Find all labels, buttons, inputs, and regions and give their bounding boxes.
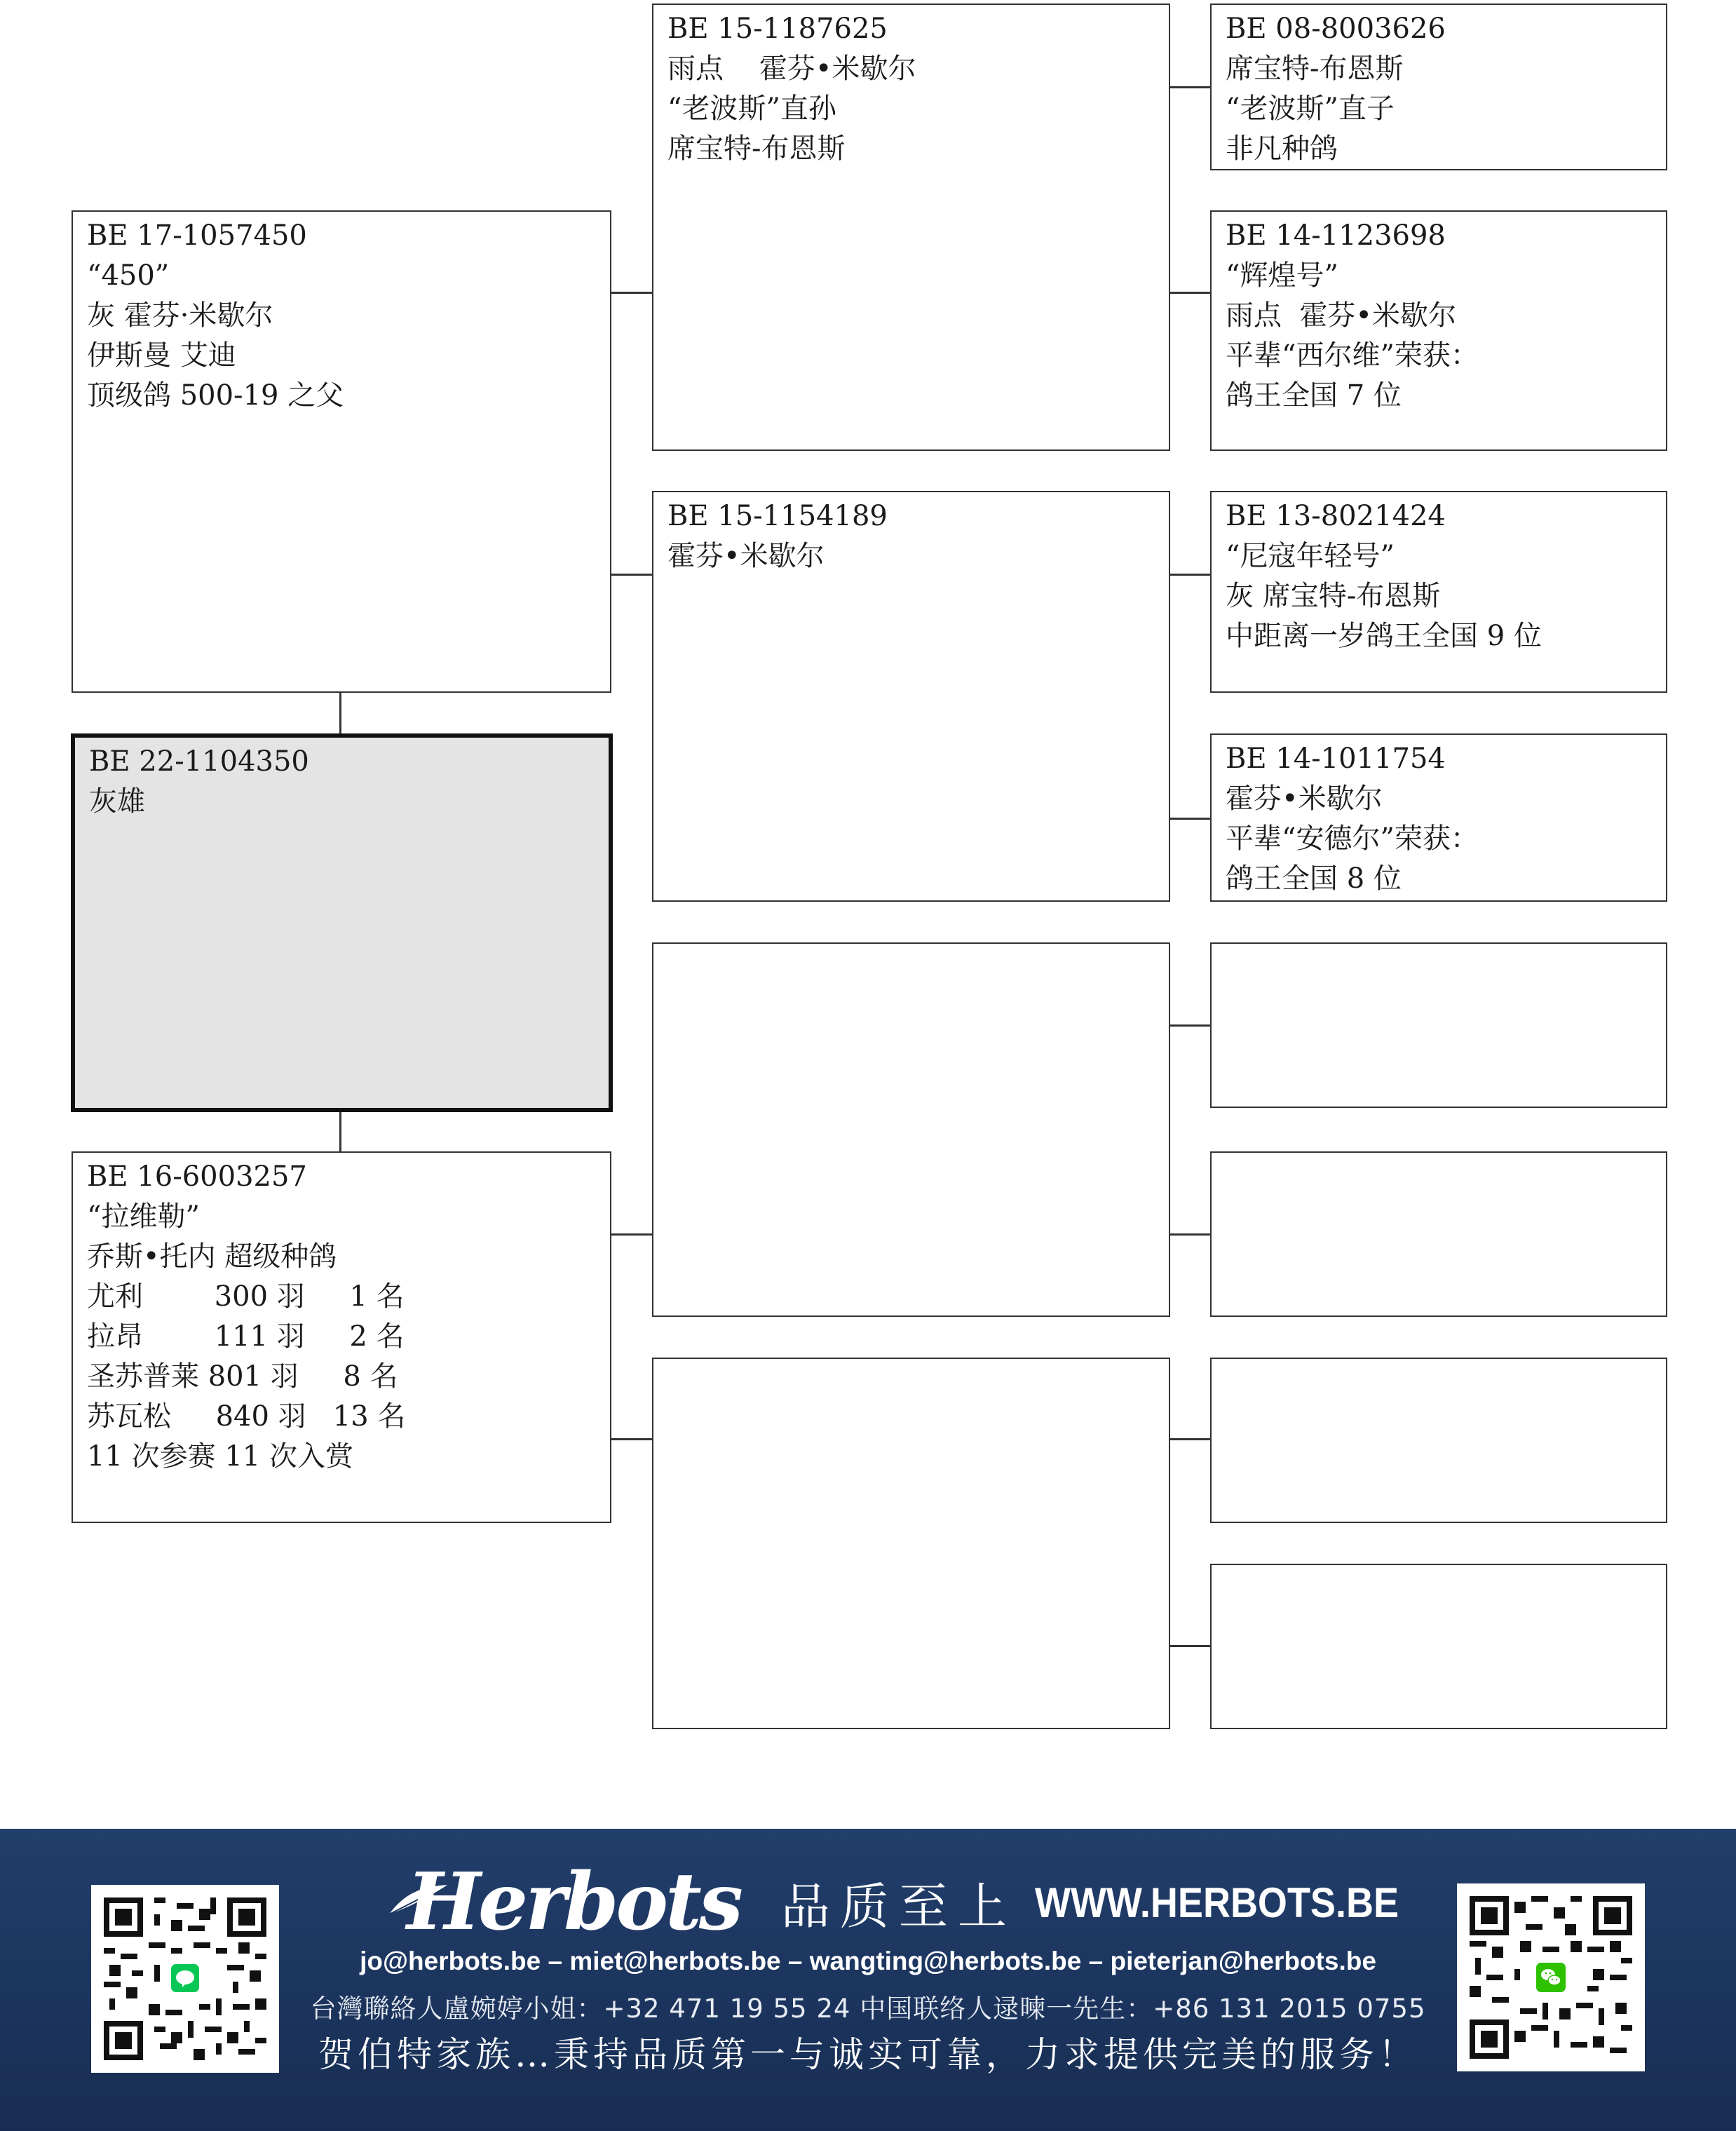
pigeon-info: 非凡种鸽 — [1226, 133, 1338, 165]
pigeon-info: 雨点 霍芬•米歇尔 — [667, 53, 916, 85]
pigeon-info: 席宝特-布恩斯 — [1226, 53, 1404, 85]
pedigree-dd-dam — [1210, 1564, 1667, 1729]
race-result: 拉昂 111 羽 2 名 — [87, 1320, 405, 1353]
slogan: 品质至上 — [780, 1877, 1017, 1935]
ring-number: BE 22-1104350 — [89, 745, 309, 778]
logo-text: Herbots — [407, 1856, 740, 1948]
ring-number: BE 14-1011754 — [1226, 743, 1446, 775]
connector-line — [1169, 86, 1212, 88]
pedigree-dam-sire — [652, 942, 1170, 1317]
wechat-icon — [1534, 1961, 1568, 1994]
ring-number: BE 13-8021424 — [1226, 500, 1446, 532]
connector-line — [1169, 1438, 1212, 1440]
connector-line — [1169, 292, 1212, 294]
connector-line — [339, 693, 341, 735]
race-result: 圣苏普莱 801 羽 8 名 — [87, 1360, 398, 1393]
ring-number: BE 14-1123698 — [1226, 219, 1446, 252]
connector-line — [1169, 1024, 1212, 1027]
pigeon-info: 席宝特-布恩斯 — [667, 133, 846, 165]
pigeon-info: 霍芬•米歇尔 — [1226, 783, 1383, 815]
connector-line — [610, 1438, 653, 1440]
connector-line — [610, 292, 653, 294]
ring-number: BE 16-6003257 — [87, 1161, 307, 1193]
pigeon-info: 灰 席宝特-布恩斯 — [1226, 580, 1441, 612]
company-motto: 贺伯特家族…秉持品质第一与诚实可靠，力求提供完美的服务！ — [318, 2034, 1418, 2075]
connector-line — [1169, 1233, 1212, 1236]
pigeon-info: 11 次参赛 11 次入赏 — [87, 1440, 353, 1473]
pedigree-ss-sire — [1210, 4, 1667, 170]
pedigree-dam-dam — [652, 1358, 1170, 1729]
ring-number: BE 08-8003626 — [1226, 13, 1446, 45]
race-result: 苏瓦松 840 羽 13 名 — [87, 1400, 406, 1433]
connector-line — [1169, 574, 1212, 576]
pigeon-name: “450” — [87, 259, 170, 292]
connector-line — [1169, 1645, 1212, 1647]
pedigree-ss-dam — [1210, 210, 1667, 451]
pigeon-info: 乔斯•托内 超级种鸽 — [87, 1240, 337, 1273]
connector-line — [339, 1111, 341, 1153]
pigeon-info: “老波斯”直孙 — [667, 93, 836, 125]
pigeon-info: 鸽王全国 8 位 — [1226, 862, 1402, 895]
connector-line — [610, 574, 653, 576]
pigeon-info: 雨点 霍芬•米歇尔 — [1226, 299, 1457, 332]
pedigree-ds-dam — [1210, 1151, 1667, 1317]
pedigree-ds-sire — [1210, 942, 1667, 1108]
email-addresses[interactable]: jo@herbots.be – miet@herbots.be – wangting@herbots.be – pieterjan@herbots.be — [360, 1947, 1376, 1975]
pedigree-dd-sire — [1210, 1358, 1667, 1523]
pigeon-info: 伊斯曼 艾迪 — [87, 339, 236, 372]
race-result: 尤利 300 羽 1 名 — [87, 1280, 405, 1313]
pigeon-info: 灰雄 — [89, 785, 145, 818]
pigeon-info: 鸽王全国 7 位 — [1226, 379, 1402, 412]
contact-persons: 台灣聯絡人盧婉婷小姐：+32 471 19 55 24 中国联络人逯暕一先生：+86 131 2015 0755 — [310, 1994, 1426, 2024]
pigeon-info: 中距离一岁鸽王全国 9 位 — [1226, 620, 1542, 652]
connector-line — [1169, 818, 1212, 820]
pedigree-sd-dam — [1210, 733, 1667, 902]
pigeon-info: 平辈“西尔维”荣获： — [1226, 339, 1479, 372]
website-link[interactable]: WWW.HERBOTS.BE — [1034, 1879, 1399, 1926]
connector-line — [610, 1233, 653, 1236]
pedigree-sire-dam — [652, 491, 1170, 902]
pedigree-dam — [72, 1151, 611, 1523]
pigeon-name: “拉维勒” — [87, 1200, 200, 1233]
pedigree-sire — [72, 210, 611, 693]
pigeon-name: “尼寇年轻号” — [1226, 540, 1395, 572]
pigeon-info: 灰 霍芬·米歇尔 — [87, 299, 273, 332]
pedigree-sd-sire — [1210, 491, 1667, 693]
ring-number: BE 15-1154189 — [667, 500, 888, 532]
ring-number: BE 15-1187625 — [667, 13, 888, 45]
pigeon-name: “辉煌号” — [1226, 259, 1338, 292]
ring-number: BE 17-1057450 — [87, 219, 307, 252]
pedigree-subject — [71, 733, 613, 1112]
pigeon-info: 霍芬•米歇尔 — [667, 540, 825, 572]
herbots-logo — [407, 1856, 740, 1948]
brand-row — [407, 1857, 1439, 1948]
pigeon-info: “老波斯”直子 — [1226, 93, 1395, 125]
pigeon-info: 平辈“安德尔”荣获： — [1226, 823, 1479, 855]
pigeon-info: 顶级鸽 500-19 之父 — [87, 379, 344, 412]
pedigree-sire-sire — [652, 4, 1170, 451]
